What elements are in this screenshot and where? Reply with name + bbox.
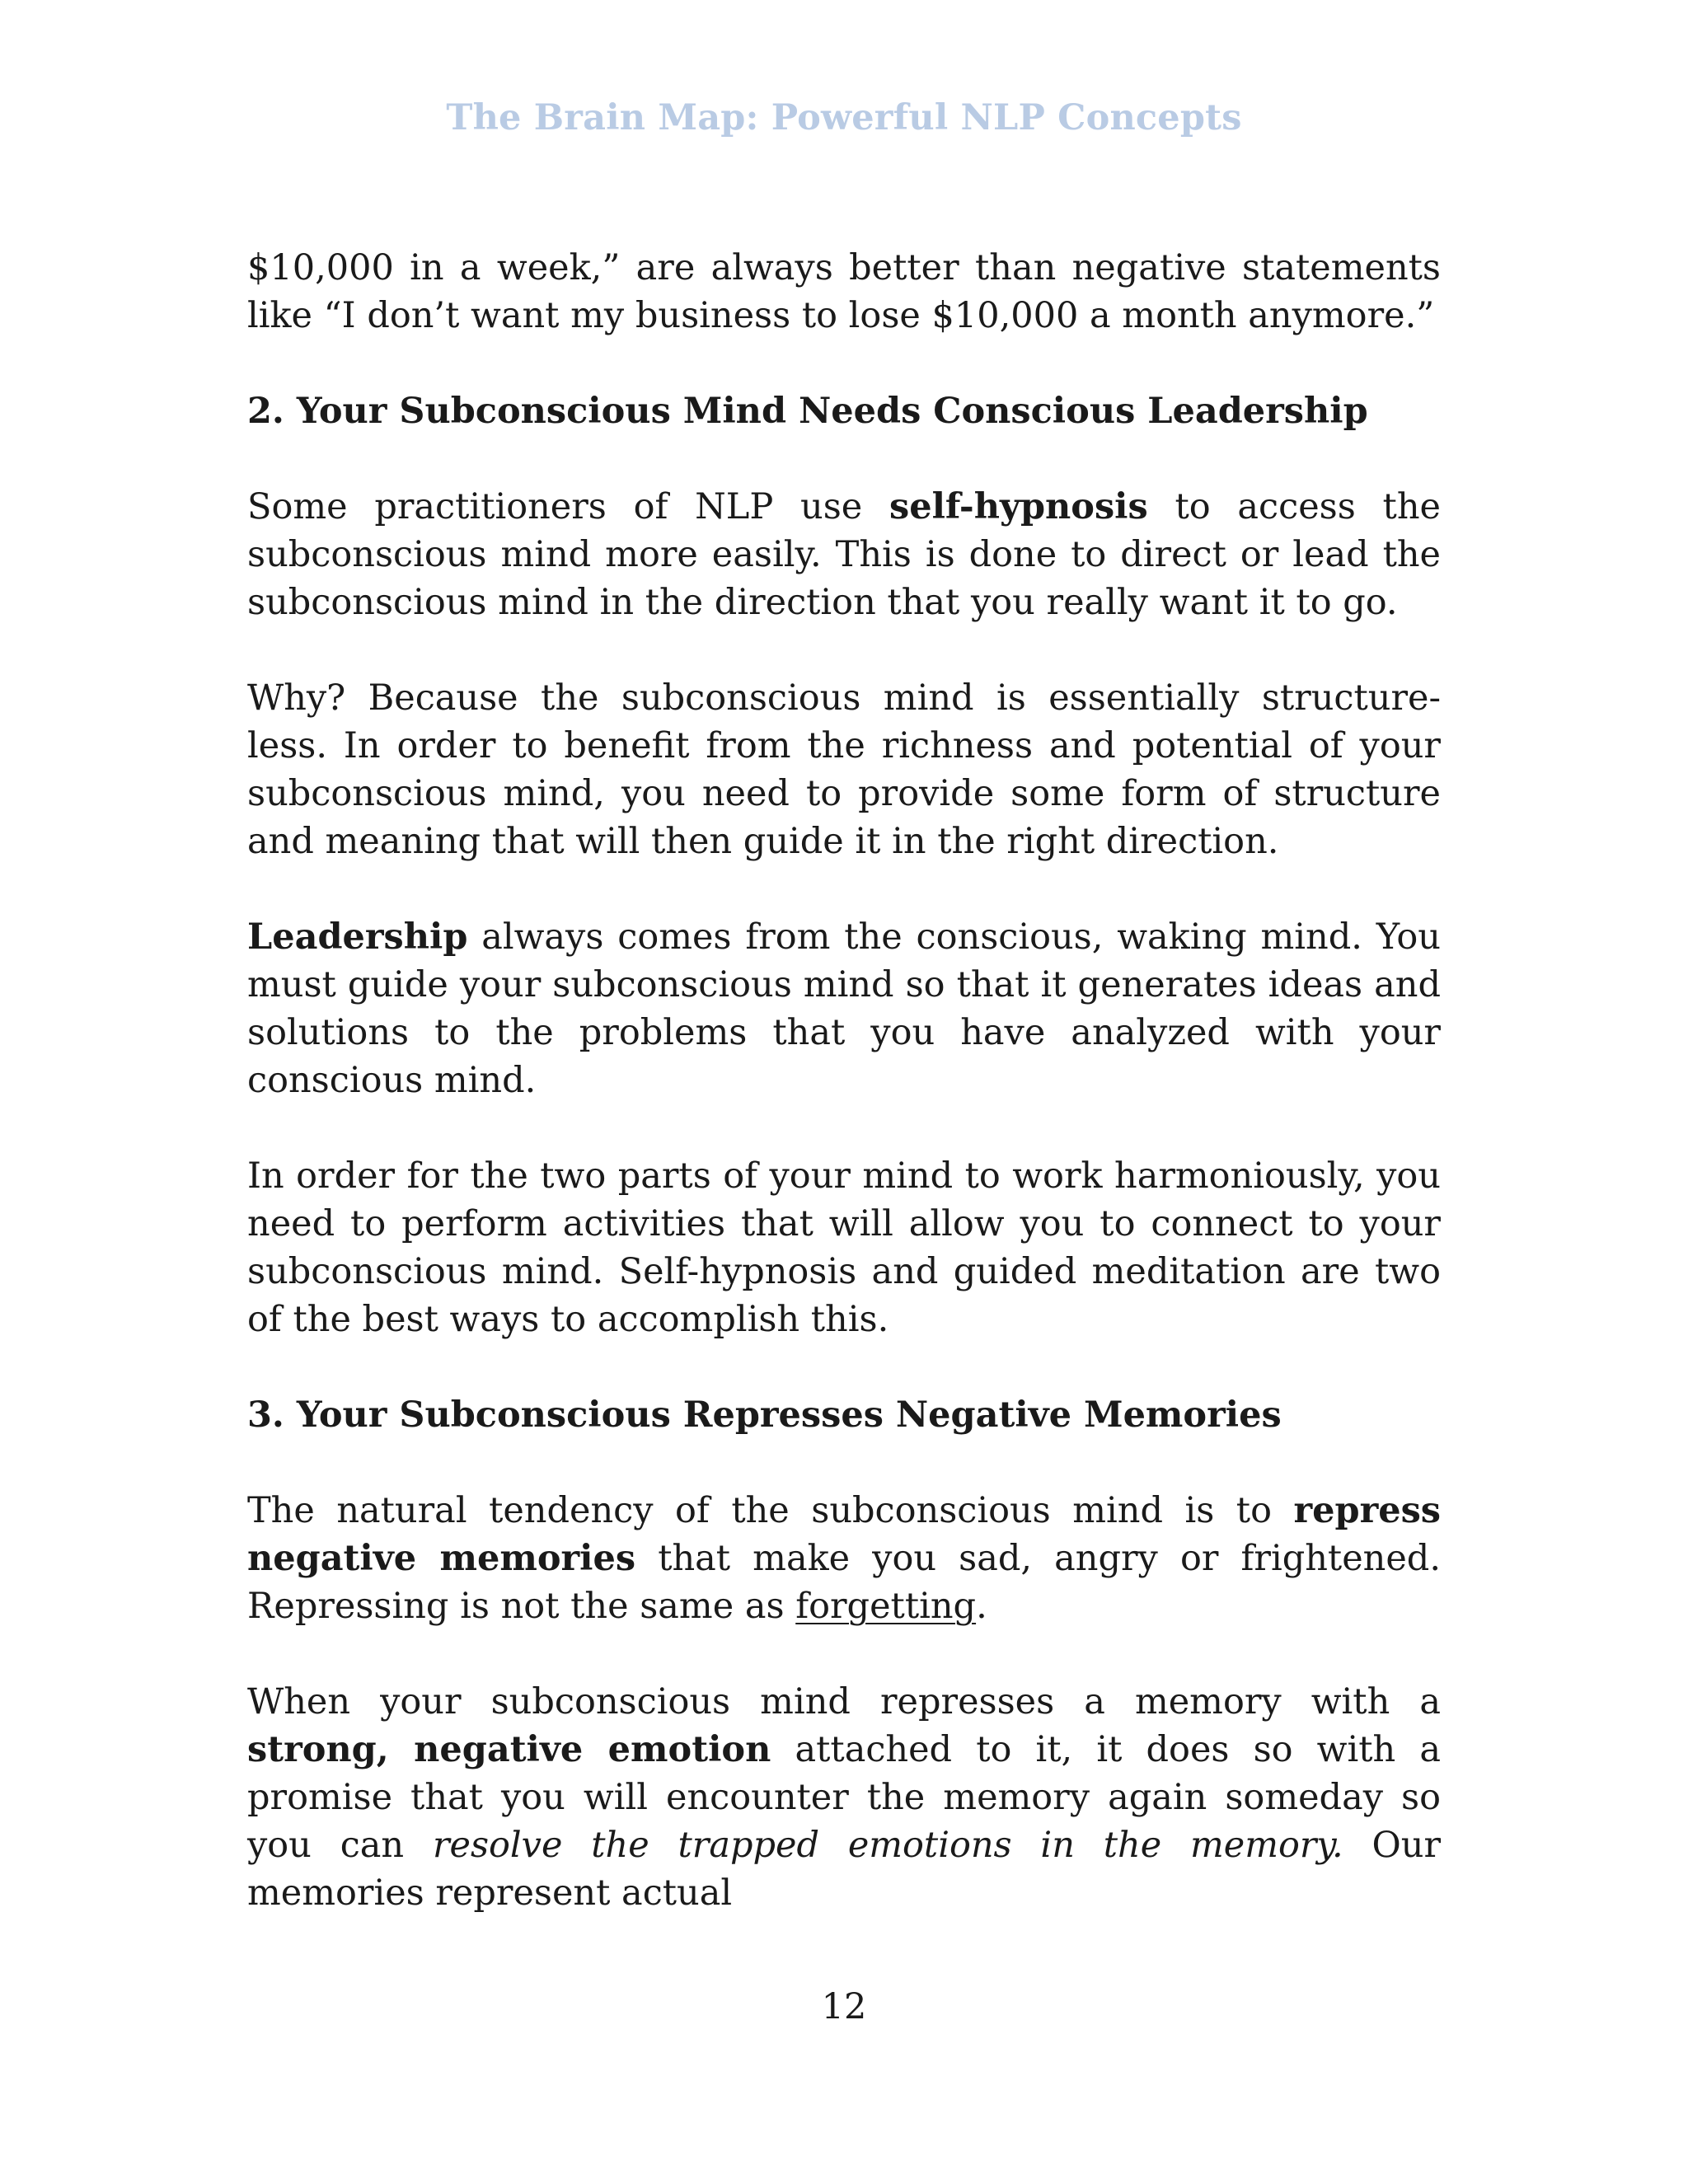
- paragraph-self-hypnosis: [247, 483, 1441, 626]
- paragraph-intro: $10,000 in a week,” are always better than negative statements like “I don’t want my business to lose $10,000 a month anymore.”: [247, 247, 1441, 336]
- bold-term-strong-negative-emotion: strong, negative emotion: [247, 1729, 771, 1770]
- text-run: Our memories represent actual: [247, 1825, 1442, 1914]
- page-number: 12: [821, 1986, 867, 2027]
- text-run: that make you sad, angry or frightened. Repressing is not the same as: [247, 1538, 1441, 1627]
- paragraph-structure: Why? Because the subconscious mind is essentially structure-less. In order to benefit from the richness and potential of your subconscious mind, you need to provide some form of structure and meaning that will then guide it in the right direction.: [247, 677, 1441, 862]
- italic-phrase-resolve: resolve the trapped emotions in the memory.: [432, 1825, 1343, 1866]
- text-run: attached to it, it does so with a promise that you will encounter the memory again someday so you can: [247, 1729, 1441, 1866]
- text-run: When your subconscious mind represses a memory with a: [247, 1681, 1441, 1722]
- paragraph-strong-emotion: [247, 1678, 1441, 1917]
- bold-term-self-hypnosis: self-hypnosis: [889, 486, 1148, 527]
- paragraph-harmony: In order for the two parts of your mind to work harmoniously, you need to perform activities that will allow you to connect to your subconscious mind. Self-hypnosis and guided meditation are two of the best ways to accomplish this.: [247, 1155, 1441, 1340]
- text-run: always comes from the conscious, waking mind. You must guide your subconscious mind so that it generates ideas and solutions to the problems that you have analyzed with your conscious mind.: [247, 916, 1441, 1101]
- running-header: The Brain Map: Powerful NLP Concepts: [446, 97, 1242, 138]
- section-heading-3: 3. Your Subconscious Represses Negative Memories: [247, 1394, 1282, 1436]
- text-run: to access the subconscious mind more easily. This is done to direct or lead the subconscious mind in the direction that you really want it to go.: [247, 486, 1441, 623]
- paragraph-leadership: [247, 913, 1441, 1104]
- text-run: Some practitioners of NLP use: [247, 486, 889, 527]
- paragraph-repress: [247, 1487, 1441, 1630]
- underlined-term-forgetting: forgetting: [795, 1586, 977, 1627]
- bold-term-repress-negative-memories: repress negative memories: [247, 1490, 1441, 1579]
- text-run: The natural tendency of the subconscious mind is to: [247, 1490, 1294, 1531]
- section-heading-2: 2. Your Subconscious Mind Needs Conscious Leadership: [247, 391, 1368, 432]
- bold-term-leadership: Leadership: [247, 916, 468, 958]
- text-run: .: [976, 1586, 987, 1627]
- page-content: [247, 244, 1441, 1965]
